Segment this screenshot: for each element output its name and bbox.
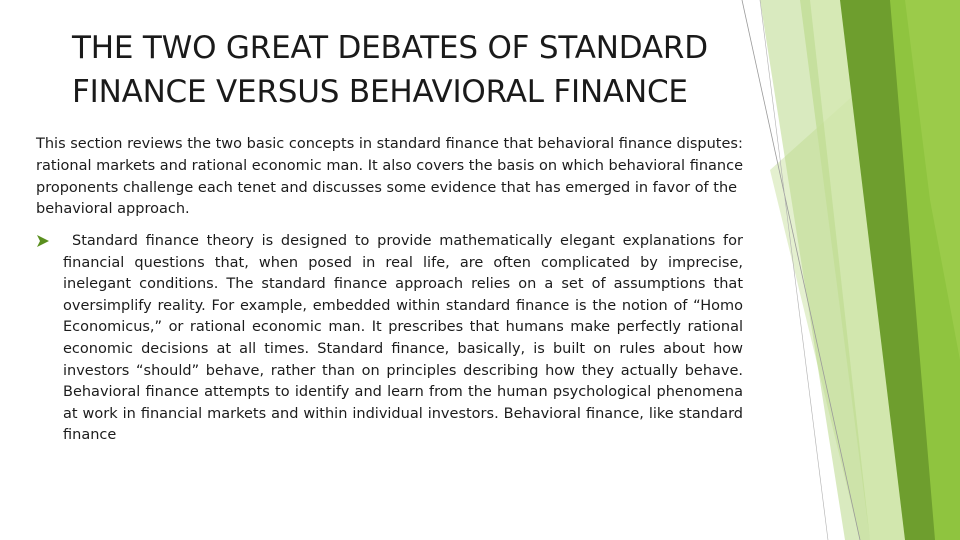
- bullet-text: Standard finance theory is designed to provide mathematically elegant explanations for financial questions that, when posed in real life, are often complicated by imprecise, inelegant conditions. The standard finance approach relies on a set of assumptions that oversimplify reality. For example, embedded within standard finance is the notion of “Homo Economicus,” or rational economic man. It prescribes that humans make perfectly rational economic decisions at all times. Standard finance, basically, is built on rules about how investors “should” behave, rather than on principles describing how they actually behave. Behavioral finance attempts to identify and learn from the human psychological phenomena at work in financial markets and within individual investors. Behavioral finance, like standard finance: [63, 233, 743, 444]
- intro-paragraph: This section reviews the two basic concepts in standard finance that behavioral finance disputes: rational markets and rational economic man. It also covers the basis on which behavioral finance proponents challenge each tenet and discusses some evidence that has emerged in favor of the behavioral approach.: [36, 136, 743, 218]
- arrow-bullet-icon: [37, 235, 49, 247]
- slide-title: THE TWO GREAT DEBATES OF STANDARD FINANCE VERSUS BEHAVIORAL FINANCE: [72, 30, 708, 110]
